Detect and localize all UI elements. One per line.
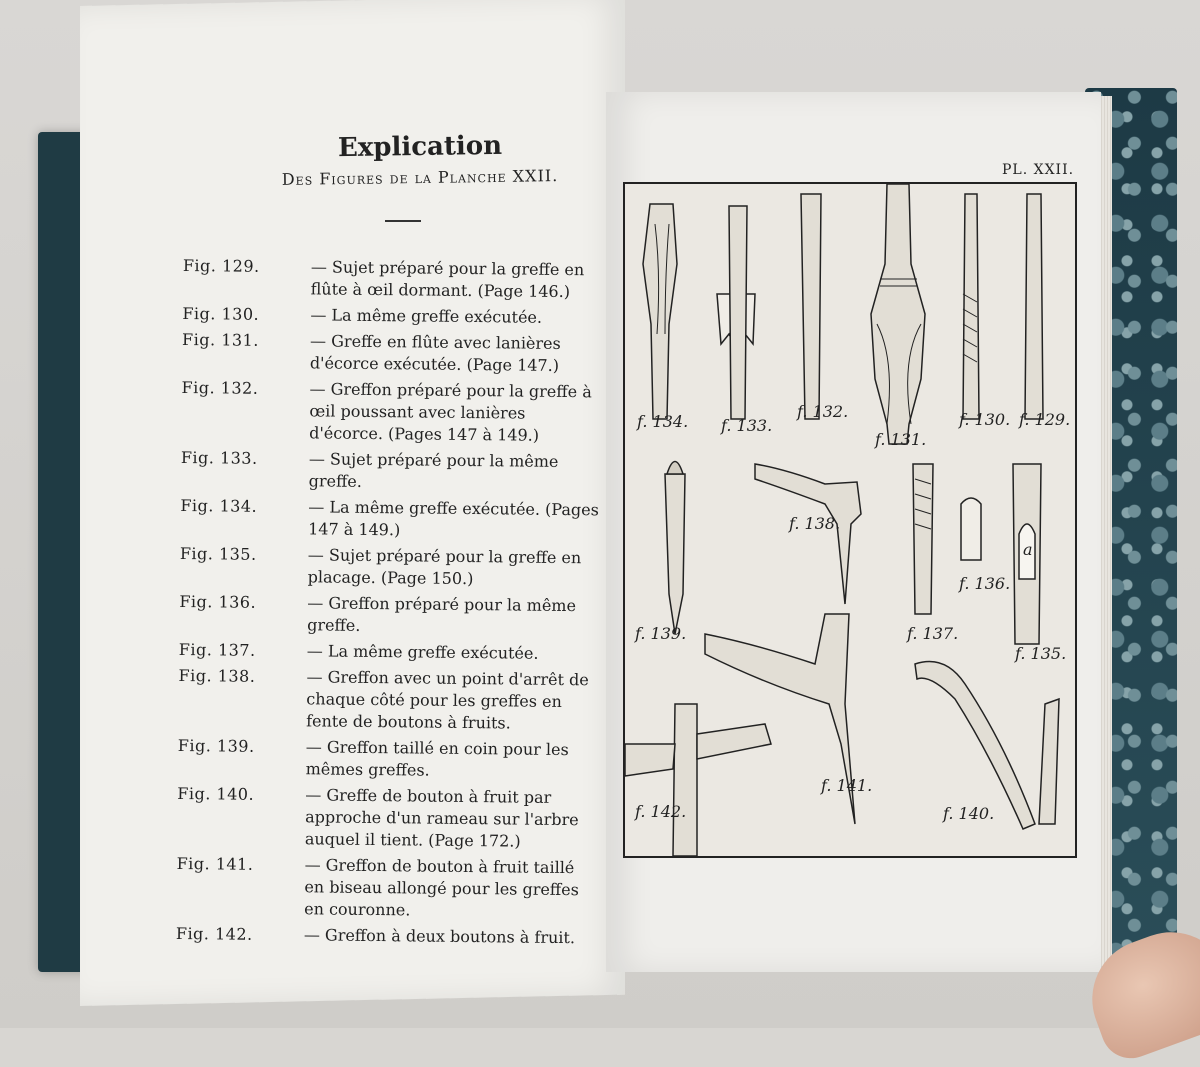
plate-label: PL. XXII. xyxy=(1002,162,1075,178)
figure-number: Fig. 138. xyxy=(178,665,256,686)
figure-label-f135: f. 135. xyxy=(1015,644,1067,663)
stock-f140 xyxy=(1039,699,1059,824)
figure-label-f142: f. 142. xyxy=(635,802,687,821)
plate-illustrations xyxy=(625,184,1075,856)
list-item xyxy=(183,255,603,303)
figure-label-f130: f. 130. xyxy=(959,410,1011,429)
shield-f136 xyxy=(961,498,981,560)
figure-description: — Greffon avec un point d'arrêt de chaque côté pour les greffes en fente de boutons à fruits. xyxy=(306,667,589,733)
title-divider xyxy=(385,220,421,222)
figure-number: Fig. 135. xyxy=(179,543,257,564)
figure-label-a: a xyxy=(1023,540,1033,559)
list-item xyxy=(178,665,599,735)
figure-label-f132: f. 132. xyxy=(797,402,849,421)
figure-label-f141: f. 141. xyxy=(821,776,873,795)
figure-description: — La même greffe exécutée. xyxy=(310,305,543,327)
engraved-plate xyxy=(623,182,1077,858)
list-item xyxy=(177,783,598,853)
list-item xyxy=(181,447,601,495)
figure-number: Fig. 137. xyxy=(178,639,256,660)
list-item xyxy=(178,735,598,783)
branch-f134 xyxy=(643,204,677,419)
stock-f142 xyxy=(673,704,697,856)
stock-f137 xyxy=(913,464,933,614)
figure-number: Fig. 134. xyxy=(180,495,258,516)
figure-label-f131: f. 131. xyxy=(875,430,927,449)
scion-f142-right xyxy=(697,724,771,759)
list-item xyxy=(179,639,599,665)
page-title: Explication xyxy=(337,130,503,164)
figure-description: — Greffon de bouton à fruit taillé en biseau allongé pour les greffes en couronne. xyxy=(304,855,580,920)
branch-f129 xyxy=(1025,194,1043,419)
figure-description: — Sujet préparé pour la greffe en flûte à œil dormant. (Page 146.) xyxy=(310,257,585,302)
figure-description: — Greffon préparé pour la même greffe. xyxy=(307,593,577,635)
figure-number: Fig. 133. xyxy=(180,447,258,468)
branch-f131 xyxy=(871,184,925,444)
scion-f142 xyxy=(625,744,675,776)
list-item xyxy=(180,495,600,543)
scion-f138 xyxy=(755,464,861,604)
list-item xyxy=(182,303,602,329)
figure-label-f134: f. 134. xyxy=(637,412,689,431)
list-item xyxy=(176,853,597,923)
figure-label-f138: f. 138. xyxy=(789,514,841,533)
branch-f132 xyxy=(801,194,821,419)
figure-label-f129: f. 129. xyxy=(1019,410,1071,429)
figure-description: — Greffon taillé en coin pour les mêmes greffes. xyxy=(305,737,569,780)
figure-explanation-list xyxy=(176,255,603,953)
figure-description: — Greffon préparé pour la greffe à œil poussant avec lanières d'écorce. (Pages 147 à 149.) xyxy=(309,379,592,445)
figure-number: Fig. 129. xyxy=(182,255,260,276)
figure-description: — La même greffe exécutée. (Pages 147 à 149.) xyxy=(308,497,599,540)
figure-number: Fig. 141. xyxy=(176,853,254,874)
figure-description: — La même greffe exécutée. xyxy=(306,641,539,663)
figure-number: Fig. 140. xyxy=(177,783,255,804)
figure-label-f133: f. 133. xyxy=(721,416,773,435)
figure-label-f136: f. 136. xyxy=(959,574,1011,593)
list-item xyxy=(182,329,602,377)
figure-label-f139: f. 139. xyxy=(635,624,687,643)
figure-description: — Sujet préparé pour la même greffe. xyxy=(308,449,559,491)
figure-number: Fig. 139. xyxy=(177,735,255,756)
bud-f139 xyxy=(667,462,683,475)
figure-number: Fig. 130. xyxy=(182,303,260,324)
figure-number: Fig. 131. xyxy=(182,329,259,350)
figure-number: Fig. 136. xyxy=(179,591,257,612)
figure-description: — Sujet préparé pour la greffe en placage. (Page 150.) xyxy=(307,545,582,589)
figure-description: — Greffe de bouton à fruit par approche d'un rameau sur l'arbre auquel il tient. (Page 172.) xyxy=(304,785,579,851)
branch-f130 xyxy=(963,194,979,419)
page-subtitle: Des Figures de la Planche XXII. xyxy=(281,166,559,189)
list-item xyxy=(179,591,599,639)
figure-description: — Greffon à deux boutons à fruit. xyxy=(303,925,576,948)
list-item xyxy=(181,377,602,447)
figure-label-f140: f. 140. xyxy=(943,804,995,823)
list-item xyxy=(180,543,600,591)
figure-description: — Greffe en flûte avec lanières d'écorce exécutée. (Page 147.) xyxy=(309,331,561,375)
figure-number: Fig. 142. xyxy=(175,923,253,944)
figure-label-f137: f. 137. xyxy=(907,624,959,643)
branch-f133 xyxy=(729,206,747,419)
list-item xyxy=(176,923,596,949)
figure-number: Fig. 132. xyxy=(181,377,259,398)
scion-f139 xyxy=(665,474,685,634)
